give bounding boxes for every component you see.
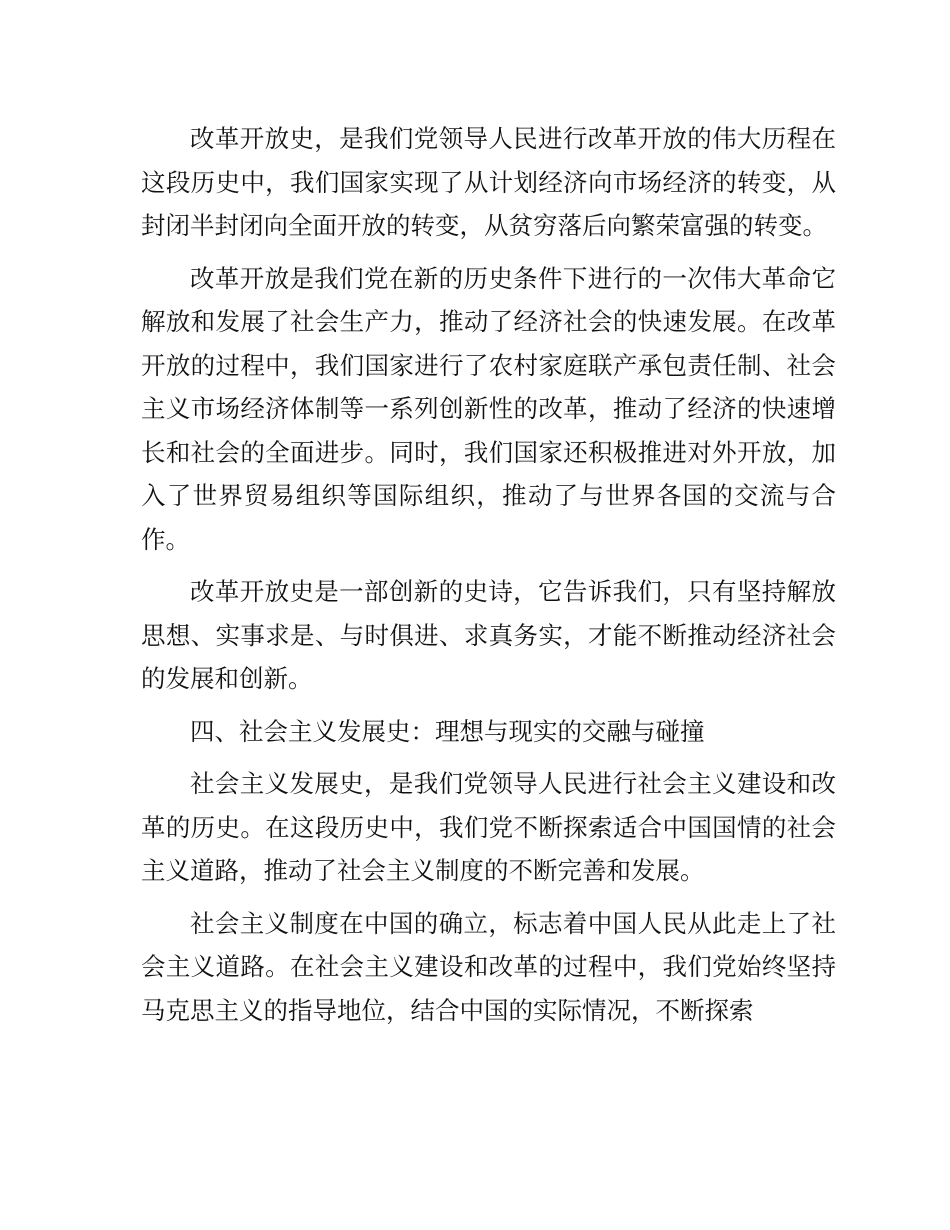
document-body <box>141 117 836 1041</box>
paragraph-socialism-history: 社会主义发展史，是我们党领导人民进行社会主义建设和改革的历史。在这段历史中，我们党不断探索适合中国国情的社会主义道路，推动了社会主义制度的不断完善和发展。 <box>141 769 836 885</box>
paragraph-reform-revolution: 改革开放是我们党在新的历史条件下进行的一次伟大革命它解放和发展了社会生产力，推动了经济社会的快速发展。在改革开放的过程中，我们国家进行了农村家庭联产承包责任制、社会主义市场经济体制等一系列创新性的改革，推动了经济的快速增长和社会的全面进步。同时，我们国家还积极推进对外开放，加入了世界贸易组织等国际组织，推动了与世界各国的交流与合作。 <box>141 263 836 554</box>
paragraph-socialism-system: 社会主义制度在中国的确立，标志着中国人民从此走上了社会主义道路。在社会主义建设和改革的过程中，我们党始终坚持马克思主义的指导地位，结合中国的实际情况，不断探索 <box>141 908 836 1025</box>
paragraph-reform-history: 改革开放史，是我们党领导人民进行改革开放的伟大历程在这段历史中，我们国家实现了从计划经济向市场经济的转变，从封闭半封闭向全面开放的转变，从贫穷落后向繁荣富强的转变。 <box>141 124 836 240</box>
paragraph-reform-epic: 改革开放史是一部创新的史诗，它告诉我们，只有坚持解放思想、实事求是、与时俱进、求真务实，才能不断推动经济社会的发展和创新。 <box>141 577 836 693</box>
section-heading: 四、社会主义发展史：理想与现实的交融与碰撞 <box>190 716 705 746</box>
